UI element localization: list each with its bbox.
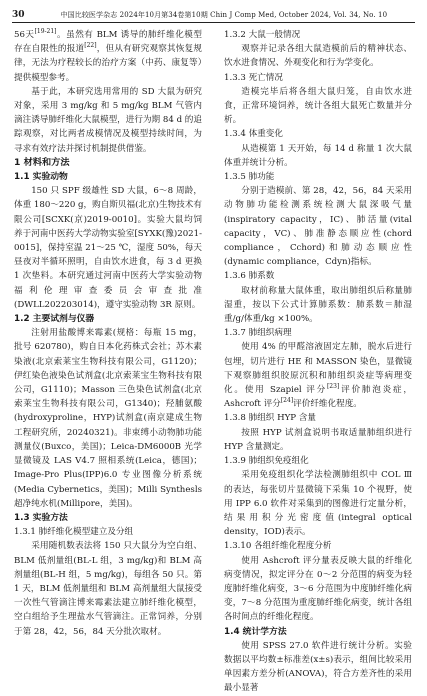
subsubsection-heading: 1.3.9 肺组织免疫组化: [224, 456, 309, 467]
body-paragraph: 150 只 SPF 级雄性 SD 大鼠，6～8 周龄，体重 180～220 g，购自斯贝福(北京)生物技术有限公司[SCXK(京)2019-0010]。实验大鼠均饲养于河南中医药大学动物实验室[SYXK(豫)2021-0015]，保持室温 21～25 ℃，湿度 50%，每天昼夜对半循环照明，自由饮水进食，每 3 d 更换 1 次垫料。本研究通过河南中医药大学实验动物福利伦理审查委员会审查批准(DWLL202203014)，遵守实验动物 3R 原则。: [14, 186, 202, 310]
body-paragraph: 造模完毕后将各组大鼠归笼，自由饮水进食，正常环境饲养，统计各组大鼠死亡数量并分析。: [224, 86, 412, 126]
body-paragraph: 使用 4% 的甲醛溶液固定左肺，脱水后进行包埋，切片进行 HE 和 MASSON 染色，显微镜下观察肺组织胶原沉积和肺组织炎症等病理变化。使用 Szapiel 评分[23]评价肺泡炎症，Ashcroft 评分[24]评价纤维化程度。: [224, 342, 412, 410]
right-column: [224, 28, 412, 696]
subsubsection-heading: 1.3.10 各组纤维化程度分析: [224, 541, 332, 552]
body-paragraph: 分别于造模前、第 28，42，56，84 天采用动物肺功能检测系统检测大鼠深吸气量(inspiratory capacity，IC)、肺活量(vital capacity，VC)、肺准静态顺应性(chord compliance，Cchord)和肺动态顺应性(dynamic compliance，Cdyn)指标。: [224, 186, 412, 268]
subsection-heading: 1.2 主要试剂与仪器: [14, 314, 95, 325]
subsubsection-heading: 1.3.8 肺组织 HYP 含量: [224, 413, 316, 424]
citation: [24]: [280, 397, 294, 405]
subsubsection-heading: 1.3.3 死亡情况: [224, 72, 283, 83]
body-paragraph: 使用 Ashcroft 评分量表反映大鼠的纤维化病变情况，拟定评分在 0～2 分范围的病变为轻度肺纤维化病变，3～6 分范围为中度肺纤维化病变，7～8 分范围为重度肺纤维化病变，统计各组各时间点的纤维化程度。: [224, 555, 412, 623]
subsubsection-heading: 1.3.2 大鼠一般情况: [224, 30, 301, 40]
subsection-heading: 1.3 实验方法: [14, 512, 68, 523]
body-paragraph: 采用免疫组织化学法检测肺组织中 COL Ⅲ 的表达，每张切片显微镜下采集 10 个视野，使用 IPP 6.0 软件对采集到的图像进行定量分析，结果用积分光密度值(integral optical density，IOD)表示。: [224, 470, 412, 538]
page-number: 30: [12, 10, 25, 20]
left-column: [14, 28, 202, 639]
subsection-heading: 1.4 统计学方法: [224, 626, 287, 637]
body-paragraph: 取材前称量大鼠体重，取出肺组织后称量肺湿重，按以下公式计算肺系数：肺系数＝肺湿重/g/体重/kg ×100%。: [224, 285, 412, 325]
body-paragraph: 按照 HYP 试剂盒说明书取适量肺组织进行 HYP 含量测定。: [224, 427, 412, 452]
subsubsection-heading: 1.3.1 肺纤维化模型建立及分组: [14, 527, 134, 538]
intro-paragraph: 基于此，本研究选用常用的 SD 大鼠为研究对象，采用 3 mg/kg 和 5 mg/kg BLM 气管内滴注诱导肺纤维化大鼠模型，进行为期 84 d 的追踪观察，对比两者成模情况及模型持续时间，为寻求有效疗法并探讨机制提供借鉴。: [14, 86, 202, 154]
citation: [19-21]: [34, 28, 57, 36]
intro-paragraph-continued: 56天[19-21]。虽然有 BLM 诱导的肺纤维化模型存在自限性的报道[22]，但从有研究观察其恢复规律，无法为疗程较长的治疗方案（中药、康复等）提供模型参考。: [14, 28, 202, 83]
journal-citation: 中国比较医学杂志 2024年10月第34卷第10期 Chin J Comp Med, October 2024, Vol. 34, No. 10: [60, 11, 388, 19]
subsubsection-heading: 1.3.5 肺功能: [224, 172, 275, 183]
citation: [23]: [326, 383, 340, 391]
subsection-heading: 1.1 实验动物: [14, 172, 68, 183]
running-header: [12, 6, 415, 20]
subsubsection-heading: 1.3.7 肺组织病理: [224, 328, 292, 339]
header-rule: [12, 22, 415, 23]
subsubsection-heading: 1.3.4 体重变化: [224, 129, 283, 140]
section-heading: 1 材料和方法: [14, 156, 70, 168]
subsubsection-heading: 1.3.6 肺系数: [224, 271, 275, 282]
body-paragraph: 采用随机数表法将 150 只大鼠分为空白组、BLM 低剂量组(BL-L 组，3 mg/kg)和 BLM 高剂量组(BL-H 组，5 mg/kg)，每组各 50 只。第 1 天，BLM 低剂量组和 BLM 高剂量组大鼠接受一次性气管滴注博来霉素法建立肺纤维化模型，空白组给予生理盐水气管滴注。正常饲养，分别于第 28，42，56，84 天分批次取材。: [14, 541, 202, 637]
body-paragraph: 注射用盐酸博来霉素(规格：每瓶 15 mg，批号 620780)，购自日本化药株式会社；苏木素染液(北京索莱宝生物科技有限公司，G1120)；伊红染色液染色试剂盒(北京索莱宝生物科技有限公司，G1110)；Masson 三色染色试剂盒(北京索莱宝生物科技有限公司，G1340)；羟脯氨酸(hydroxyproline，HYP)试剂盒(南京建成生物工程研究所，20240321)。非束缚小动物肺功能测量仪(Buxco，美国)；Leica-DM6000B 光学显微镜及 LAS V4.7 照相系统(Leica，德国)；Image-Pro Plus(IPP)6.0 专业图像分析系统(Media Cybernetics，美国)；Milli Synthesls 超净纯水机(Millipore，美国)。: [14, 328, 202, 509]
body-paragraph: 从造模第 1 天开始，每 14 d 称量 1 次大鼠体重并统计分析。: [224, 143, 412, 168]
body-paragraph: 使用 SPSS 27.0 软件进行统计分析。实验数据以平均数±标准差(x±s)表示，组间比较采用单因素方差分析(ANOVA)，符合方差齐性的采用最小显著: [224, 640, 412, 694]
body-paragraph: 观察并记录各组大鼠造模前后的精神状态、饮水进食情况、外观变化和行为学变化。: [224, 44, 412, 69]
citation: [22]: [84, 42, 97, 50]
